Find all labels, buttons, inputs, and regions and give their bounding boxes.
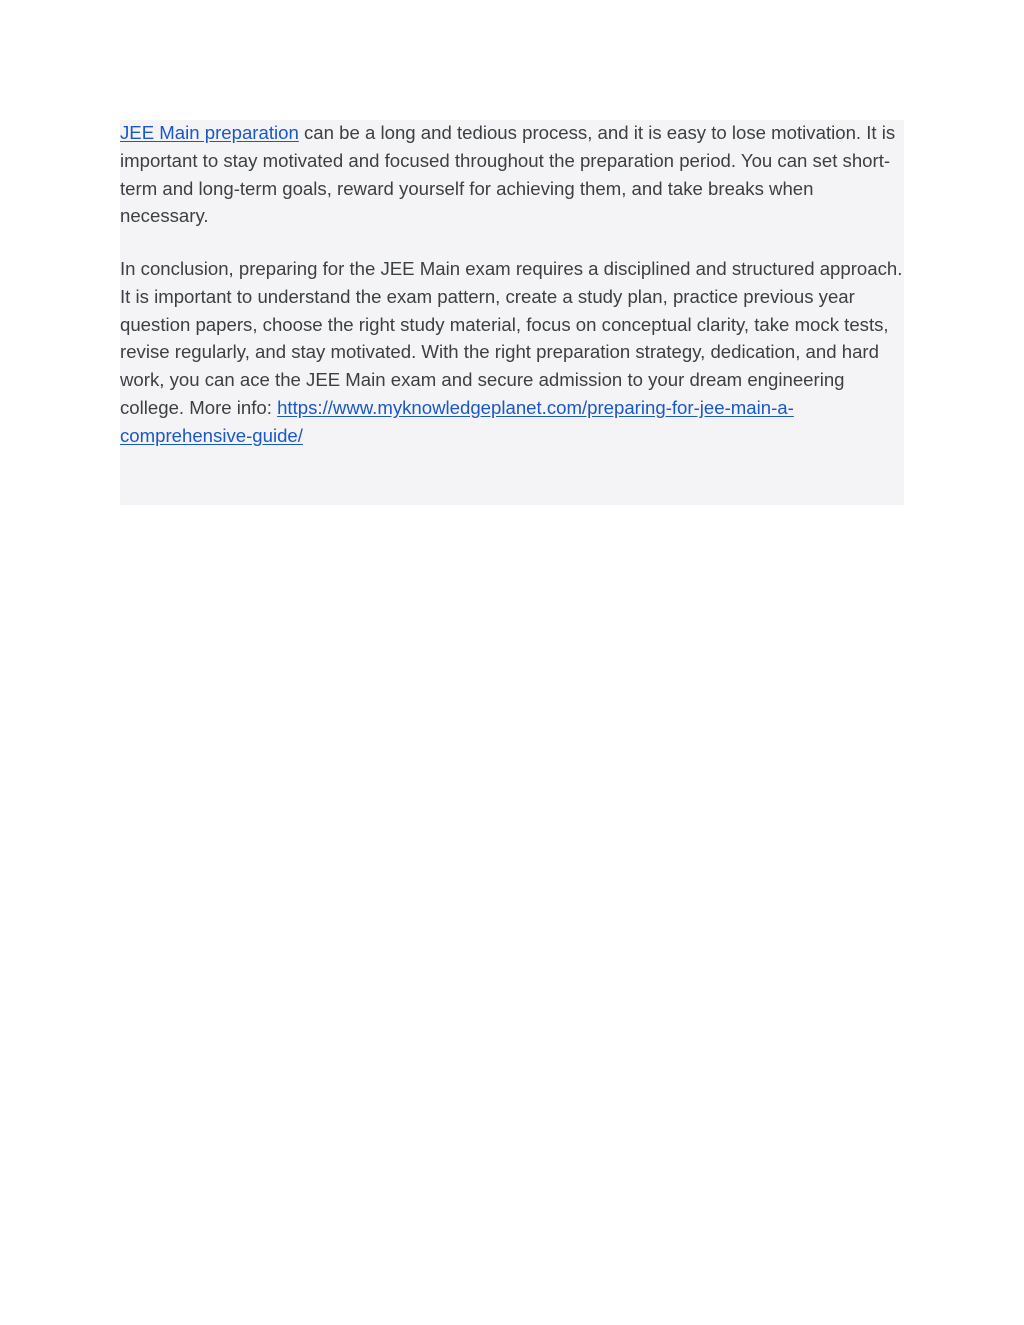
paragraph-conclusion: [120, 255, 904, 450]
paragraph-conclusion-text: In conclusion, preparing for the JEE Main exam requires a disciplined and structured approach. It is important to understand the exam pattern, create a study plan, practice previous year question papers, choose the right study material, focus on conceptual clarity, take mock tests, revise regularly, and stay motivated. With the right preparation strategy, dedication, and hard work, you can ace the JEE Main exam and secure admission to your dream engineering college. More info:: [120, 258, 903, 418]
paragraph-motivation: [120, 119, 904, 230]
jee-main-preparation-link[interactable]: JEE Main preparation: [120, 122, 299, 143]
more-info-url-link[interactable]: https://www.myknowledgeplanet.com/preparing-for-jee-main-a-comprehensive-guide/: [120, 396, 794, 446]
paragraph-motivation-text: can be a long and tedious process, and it is easy to lose motivation. It is important to stay motivated and focused throughout the preparation period. You can set short-term and long-term goals, reward yourself for achieving them, and take breaks when necessary.: [120, 122, 896, 227]
content-block: [120, 120, 904, 505]
